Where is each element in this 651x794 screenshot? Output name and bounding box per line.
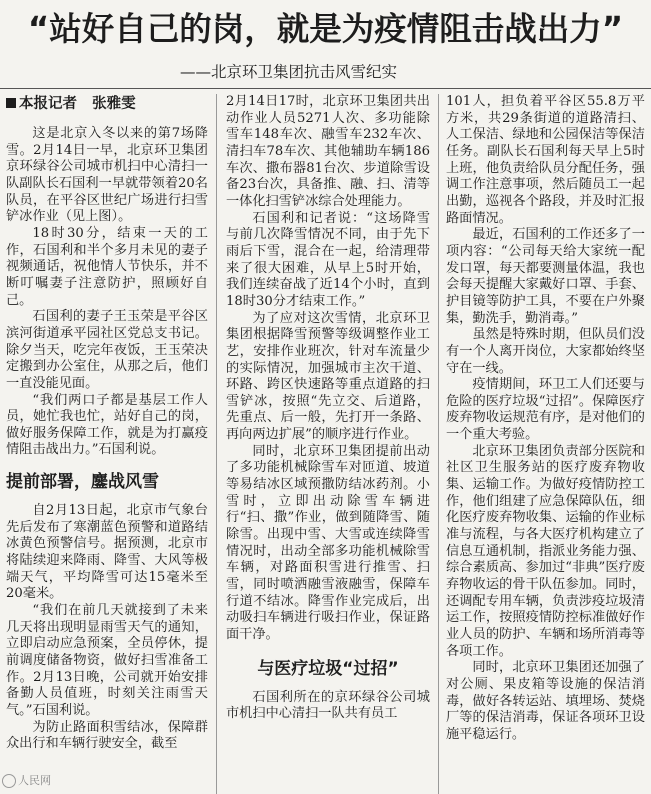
byline-label: 本报记者 — [19, 96, 77, 112]
paragraph: 虽然是特殊时期，但队员们没有一个人离开岗位，大家都始终坚守在一线。 — [446, 327, 645, 376]
paragraph: 最近，石国利的工作还多了一项内容：“公司每天给大家统一配发口罩，每天都要测量体温，我也会每天提醒大家戴好口罩、手套、护目镜等防护工具，不要在户外聚集，勤洗手，勤消毒。” — [446, 227, 645, 326]
column-2 — [226, 94, 430, 723]
section-heading: 与医疗垃圾“过招” — [257, 658, 399, 679]
headline: “站好自己的岗，就是为疫情阻击战出力” — [27, 10, 624, 48]
paragraph: 2月14日17时，北京环卫集团共出动作业人员5271人次、多功能除雪车148车次、融雪车232车次、清扫车78车次、其他辅助车辆186车次、撒布器81台次、步道除雪设备23台次，具备推、融、扫、清等一体化扫雪铲冰综合处理能力。 — [226, 94, 430, 209]
paragraph: 石国利所在的京环绿谷公司城市机扫中心清扫一队共有员工 — [226, 689, 430, 722]
paragraph: “我们在前几天就接到了未来几天将出现明显雨雪天气的通知，立即启动应急预案，全员停休，提前调度储备物资，做好扫雪准备工作。2月13日晚，公司就开始安排备勤人员值班，时刻关注雨雪天气。”石国利说。 — [6, 603, 208, 718]
paragraph: 石国利和记者说：“这场降雪与前几次降雪情况不同，由于先下雨后下雪，混合在一起，给清理带来了很大困难，从早上5时开始，我们连续奋战了近14个小时，直到18时30分才结束工作。” — [226, 210, 430, 309]
column-1 — [6, 94, 208, 753]
square-bullet-icon — [6, 98, 16, 108]
watermark-text: 人民网 — [18, 774, 51, 787]
watermark — [2, 772, 51, 788]
paragraph: 101人，担负着平谷区55.8万平方米，共29条街道的道路清扫、人工保洁、绿地和公园保洁等保洁任务。副队长石国利每天早上5时上班，他负责给队员分配任务，强调工作注意事项，然后随员工一起出勤，巡视各个路段，并及时汇报路面情况。 — [446, 94, 645, 226]
paragraph: 为了应对这次雪情，北京环卫集团根据降雪预警等级调整作业工艺，安排作业班次，针对车流量少的实际情况，加强城市主次干道、环路、跨区快速路等重点道路的扫雪铲冰，按照“先立交、后道路，先重点、后一般，先打开一条路、再向两边扩展”的顺序进行作业。 — [226, 310, 430, 443]
paragraph: 疫情期间，环卫工人们还要与危险的医疗垃圾“过招”。保障医疗废弃物收运规范有序，是对他们的一个重大考验。 — [446, 377, 645, 443]
watermark-logo-icon — [2, 774, 16, 788]
column-3 — [446, 94, 645, 744]
paragraph: 同时，北京环卫集团还加强了对公厕、果皮箱等设施的保洁消毒，做好各转运站、填埋场、焚烧厂等的保洁消毒，保证各项环卫设施平稳运行。 — [446, 660, 645, 742]
byline — [6, 94, 208, 114]
column-divider-1 — [216, 94, 217, 794]
byline-author: 张雅雯 — [92, 96, 136, 112]
paragraph: 同时，北京环卫集团提前出动了多功能机械除雪车对匝道、坡道等易结冰区域预撒防结冰药剂。小雪时，立即出动除雪车辆进行“扫、撒”作业，做到随降雪、随除雪。出现中雪、大雪或连续降雪情况时，出动全部多功能机械除雪车辆，对路面积雪进行推雪、扫雪，同时喷洒融雪液融雪，保障车行道不结冰。降雪作业完成后，出动吸扫车辆进行吸扫作业，保证路面干净。 — [226, 443, 430, 642]
subheadline: ——北京环卫集团抗击风雪纪实 — [180, 63, 398, 81]
paragraph: 自2月13日起，北京市气象台先后发布了寒潮蓝色预警和道路结冰黄色预警信号。据预测，北京市将陆续迎来降雨、降雪、大风等极端天气，平均降雪可达15毫米至20毫米。 — [6, 503, 208, 602]
paragraph: 北京环卫集团负责部分医院和社区卫生服务站的医疗废弃物收集、运输工作。为做好疫情防控工作，他们组建了应急保障队伍，细化医疗废弃物收集、运输的作业标准与流程，与各大医疗机构建立了信息互通机制，指派业务能力强、综合素质高、参加过“非典”医疗废弃物收运的骨干队伍参加。同时，还调配专用车辆，负责涉疫垃圾清运工作，按照疫情防控标准做好作业人员的防护、车辆和场所消毒等各项工作。 — [446, 443, 645, 659]
column-divider-2 — [438, 94, 439, 794]
paragraph: 这是北京入冬以来的第7场降雪。2月14日一早，北京环卫集团京环绿谷公司城市机扫中心清扫一队副队长石国利一早就带领着20名队员，在平谷区世纪广场进行扫雪铲冰作业（见上图）。 — [6, 126, 208, 225]
paragraph: 石国利的妻子王玉荣是平谷区滨河街道承平园社区党总支书记。除夕当天，吃完年夜饭，王玉荣决定搬到办公室住，从那之后，他们一直没能见面。 — [6, 309, 208, 391]
paragraph: “我们两口子都是基层工作人员，她忙我也忙，站好自己的岗，做好服务保障工作，就是为打赢疫情阻击战出力。”石国利说。 — [6, 392, 208, 458]
section-heading: 提前部署，鏖战风雪 — [6, 472, 159, 493]
paragraph: 18时30分，结束一天的工作，石国利和半个多月未见的妻子视频通话，祝他情人节快乐，并不断叮嘱妻子注意防护，照顾好自己。 — [6, 225, 208, 308]
header-rule — [0, 88, 651, 89]
paragraph: 为防止路面积雪结冰，保障群众出行和车辆行驶安全，截至 — [6, 719, 208, 752]
